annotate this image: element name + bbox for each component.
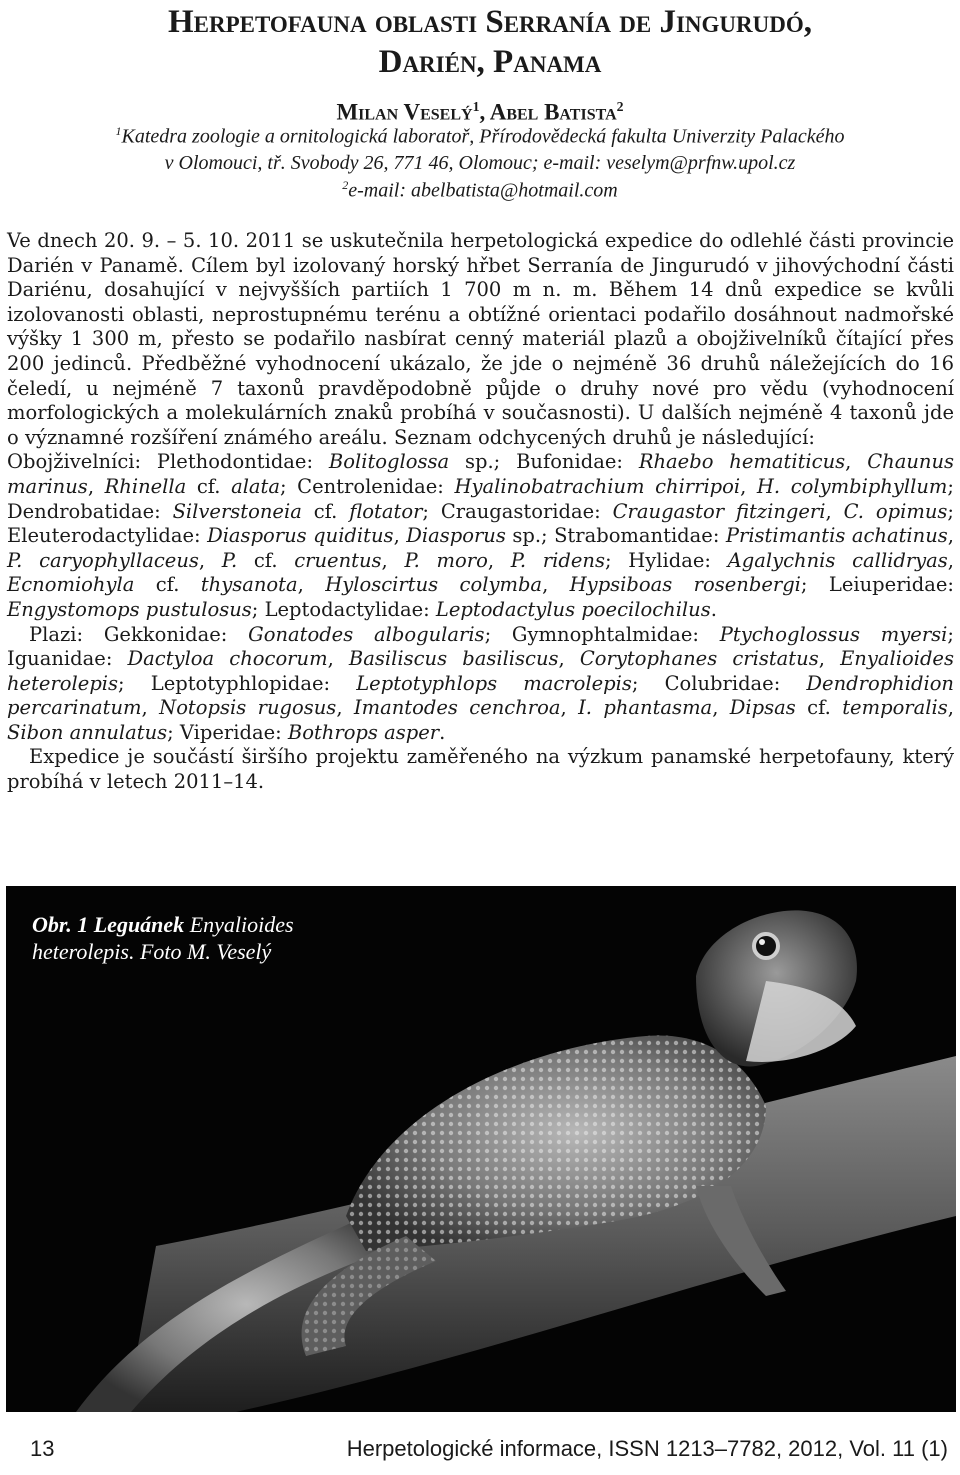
journal-citation: Herpetologické informace, ISSN 1213–7782, 2012, Vol. 11 (1) [346,1436,948,1461]
text-run: , [542,573,570,597]
species-name: Rhinella [104,474,187,498]
species-name: Notopsis rugosus [159,696,337,720]
text-run: ; Iguanidae: [7,622,954,671]
species-name: Pristimantis achatinus [725,524,948,548]
author-separator: , [479,99,490,125]
text-run: cf. [795,696,843,720]
text-run: Plazi: Gekkonidae: [29,622,249,646]
closing-paragraph: Expedice je součástí širšího projektu zaměřeného na výzkum panamské herpetofauny, který probíhá v letech 2011–14. [7,745,954,794]
species-name: P. moro [404,548,488,572]
species-name: C. opimus [843,499,948,523]
species-name: P. caryophyllaceus [7,548,199,572]
lizard-eye [754,934,778,958]
species-name: Basiliscus basiliscus [348,647,559,671]
species-name: I. phantasma [578,696,713,720]
author-2: Abel Batista [489,99,617,125]
figure-caption [32,911,392,965]
species-name: Dactyloa chocorum [127,647,328,671]
text-run: , [297,573,326,597]
text-run: ; Leptodactylidae: [251,597,436,621]
text-run: , [487,548,511,572]
affiliation-1 [20,118,940,176]
caption-credit: Foto M. Veselý [134,939,272,964]
affiliation-1-line-2: v Olomouci, tř. Svobody 26, 771 46, Olomouc; e-mail: veselym@prfnw.upol.cz [164,151,796,174]
affiliation-2 [20,172,940,204]
affiliation-2-mark: 2 [342,178,349,192]
species-name: Diasporus quiditus [207,524,394,548]
text-run: . [710,597,717,621]
species-name: Dipsas [729,696,796,720]
species-name: alata [231,474,281,498]
text-run: , [381,548,405,572]
text-run: ; Centrolenidae: [280,474,455,498]
text-run: Obojživelníci: Plethodontidae: [7,450,329,474]
species-name: H. colymbiphyllum [756,474,948,498]
text-run: , [327,647,349,671]
species-name: Engystomops pustulosus [7,597,252,621]
amphibians-list [7,450,954,622]
species-name: cruentus [294,548,382,572]
species-name: Craugastor fitzingeri [612,499,826,523]
article-title: Herpetofauna oblasti Serranía de Jingurudó, Darién, Panama [167,4,813,80]
species-name: Ecnomiohyla [7,573,135,597]
text-run: , [336,696,354,720]
text-run: , [712,696,730,720]
species-name: thysanota [200,573,298,597]
text-run: , [947,696,954,720]
text-run: , [198,548,222,572]
text-run: , [947,524,954,548]
figure-photo [6,886,956,1412]
affiliation-1-mark: 1 [115,124,122,138]
species-name: Leptotyphlops macrolepis [356,671,632,695]
text-run: , [141,696,160,720]
intro-paragraph: Ve dnech 20. 9. – 5. 10. 2011 se uskutečnila herpetologická expedice do odlehlé části provincie Darién v Panamě. Cílem byl izolovaný horský hřbet Serranía de Jingurudó v jihovýchodní části Dariénu, dosahující v nejvyšších partiích 1 700 m n. m. Během 14 dnů expedice se kvůli izolovanosti oblasti, neprostupnému terénu a obtížné orientaci podařilo dosáhnout nadmořské výšky 1 300 m, přesto se podařilo nasbírat cenný materiál plazů a obojživelníků čítající přes 200 jedinců. Předběžné vyhodnocení ukázalo, že jde o nejméně 36 druhů náležejících do 16 čeledí, u nejméně 7 taxonů pravděpodobně půjde o druhy nové pro vědu (vyhodnocení morfologických a molekulárních znaků probíhá v současnosti). U dalších nejméně 4 taxonů jde o významné rozšíření známého areálu. Seznam odchycených druhů je následující: [7,229,954,449]
text-run: sp.; Bufonidae: [449,450,639,474]
text-run: , [560,696,579,720]
author-1: Milan Veselý [336,99,473,125]
caption-species: Enyalioides heterolepis. [32,912,294,964]
text-run: ; Leiuperidae: [800,573,954,597]
species-name: Leptodactylus poecilochilus [435,597,711,621]
text-run: sp.; Strabomantidae: [505,524,726,548]
article-body [7,229,954,795]
species-name: temporalis [842,696,948,720]
species-name: Corytophanes cristatus [579,647,819,671]
text-run: ; Craugastoridae: [422,499,613,523]
text-run: , [845,450,868,474]
species-name: Agalychnis callidryas [727,548,948,572]
species-name: Rhaebo hematiticus [638,450,846,474]
text-run: cf. [301,499,350,523]
species-name: Bolitoglossa [328,450,450,474]
text-run: ; Colubridae: [631,671,807,695]
text-run: ; Gymnophtalmidae: [484,622,720,646]
text-run: , [740,474,757,498]
text-run: , [393,524,407,548]
text-run: . [439,720,446,744]
species-name: Dendrophidion percarinatum [7,671,954,720]
species-name: Chaunus marinus [7,450,955,498]
text-run: , [818,647,841,671]
text-run: ; Hylidae: [604,548,728,572]
species-name: Ptychoglossus myersi [719,622,948,646]
page-number: 13 [30,1436,55,1461]
species-name: Diasporus [406,524,506,548]
caption-label: Obr. 1 Leguánek [32,912,185,937]
author-1-affil-mark: 1 [472,99,480,114]
species-name: Hypsiboas rosenbergi [569,573,801,597]
species-name: Enyalioides heterolepis [7,647,954,695]
text-run: , [87,474,105,498]
text-run: cf. [186,474,232,498]
species-name: Bothrops asper [287,720,440,744]
species-name: Gonatodes albogularis [248,622,485,646]
species-name: flotator [349,499,423,523]
affiliation-2-email: e-mail: abelbatista@hotmail.com [348,179,618,202]
text-run: , [947,548,954,572]
species-name: Sibon annulatus [7,720,168,744]
text-run: cf. [237,548,295,572]
text-run: ; Dendrobatidae: [7,474,954,523]
author-2-affil-mark: 2 [616,99,624,114]
species-name: P. [221,548,238,572]
species-name: Imantodes cenchroa [353,696,561,720]
species-name: Hyalinobatrachium chirripoi [454,474,741,498]
text-run: ; Viperidae: [167,720,288,744]
text-run: ; Leptotyphlopidae: [118,671,357,695]
text-run: , [825,499,844,523]
species-name: Silverstoneia [172,499,302,523]
reptiles-list [7,623,954,746]
text-run: , [558,647,580,671]
species-name: P. ridens [510,548,605,572]
text-run: ; Eleuterodactylidae: [7,499,954,548]
species-name: Hyloscirtus colymba [325,573,543,597]
affiliation-1-line-1: Katedra zoologie a ornitologická laboratoř, Přírodovědecká fakulta Univerzity Palackého [121,125,845,148]
text-run: cf. [134,573,201,597]
